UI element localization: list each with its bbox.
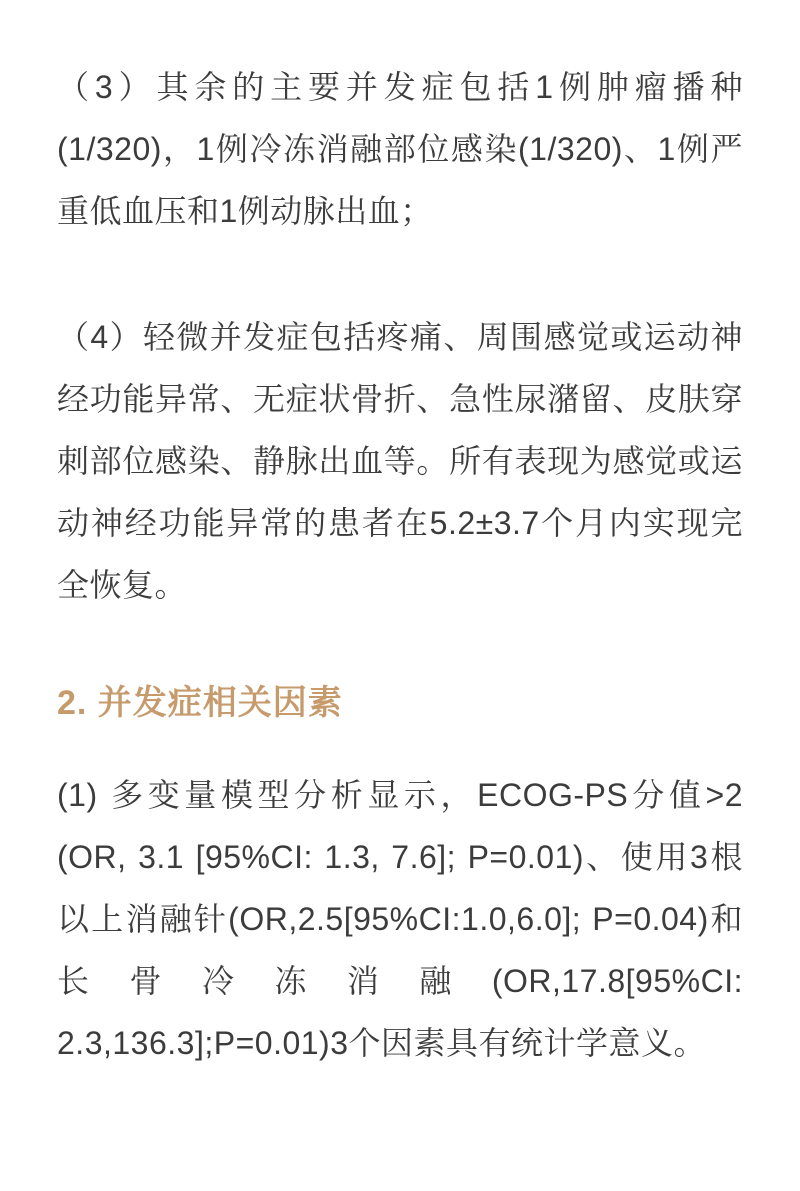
- section-heading-complication-related-factors: 2. 并发症相关因素: [57, 684, 343, 722]
- paragraph-major-complications-item3: （3）其余的主要并发症包括1例肿瘤播种(1/320)，1例冷冻消融部位感染(1/320)、1例严重低血压和1例动脉出血；: [57, 69, 743, 229]
- paragraph-multivariate-analysis-item1: (1) 多变量模型分析显示，ECOG-PS分值>2 (OR, 3.1 [95%CI: 1.3, 7.6]; P=0.01)、使用3根以上消融针(OR,2.5[95%CI:1.0,6.0]; P=0.04)和长骨冷冻消融(OR,17.8[95%CI: 2.3,136.3];P=0.01)3个因素具有统计学意义。: [57, 777, 743, 1061]
- paragraph-minor-complications-item4: （4）轻微并发症包括疼痛、周围感觉或运动神经功能异常、无症状骨折、急性尿潴留、皮肤穿刺部位感染、静脉出血等。所有表现为感觉或运动神经功能异常的患者在5.2±3.7个月内实现完全恢复。: [57, 319, 743, 603]
